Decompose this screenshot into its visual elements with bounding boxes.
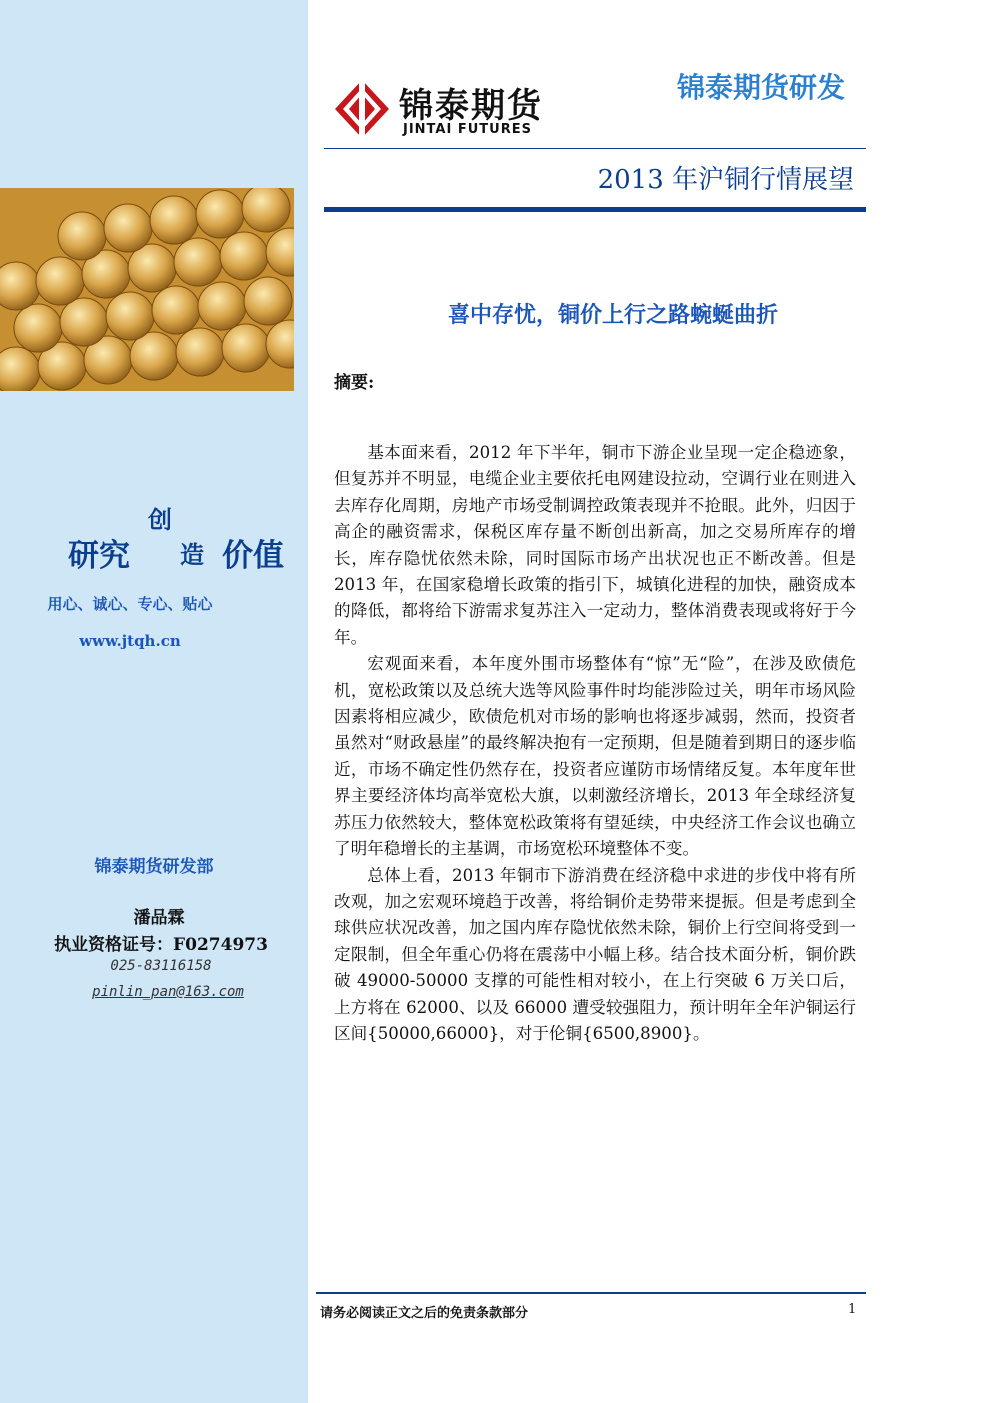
paragraph-fundamentals: 基本面来看，2012 年下半年，铜市下游企业呈现一定企稳迹象，但复苏并不明显，电缆企业主要依托电网建设拉动，空调行业在则进入去库存化周期，房地产市场受制调控政策表现并不抢眼。此外，归因于高企的融资需求，保税区库存量不断创出新高，加之交易所库存的增长，库存隐忧依然未除，同时国际市场产出状况也正不断改善。但是 2013 年，在国家稳增长政策的指引下，城镇化进程的加快，融资成本的降低，都将给下游需求复苏注入一定动力，整体消费表现或将好于今年。: [334, 443, 856, 647]
slogan-create-2: 造: [180, 541, 204, 569]
company-logo: [333, 78, 553, 140]
motto: 用心、诚心、专心、贴心: [47, 595, 213, 613]
footer-divider: [316, 1292, 866, 1294]
logo-english: JINTAI FUTURES: [403, 122, 532, 137]
brand-title: 锦泰期货研发: [676, 71, 845, 104]
author-name: 潘品霖: [133, 908, 185, 928]
footer-disclaimer: 请务必阅读正文之后的免责条款部分: [320, 1306, 529, 1321]
abstract-label: 摘要:: [334, 373, 375, 393]
phone-number: 025-83116158: [110, 958, 212, 974]
page-number: 1: [848, 1302, 857, 1317]
report-subtitle: 喜中存忧，铜价上行之路蜿蜒曲折: [447, 302, 778, 328]
abstract-body: [334, 440, 856, 1047]
website-link[interactable]: www.jtqh.cn: [79, 632, 181, 650]
license-number: 执业资格证号：F0274973: [54, 935, 268, 955]
report-title-bar: [324, 148, 866, 212]
slogan-create-1: 创: [148, 506, 172, 534]
report-title: 2013 年沪铜行情展望: [597, 165, 854, 195]
logo-chinese: 锦泰期货: [399, 86, 543, 126]
email-link[interactable]: pinlin_pan@163.com: [92, 984, 244, 1000]
slogan-value: 价值: [222, 538, 284, 574]
department-name: 锦泰期货研发部: [94, 857, 214, 877]
paragraph-overall: 总体上看，2013 年铜市下游消费在经济稳中求进的步伐中将有所改观，加之宏观环境趋于改善，将给铜价走势带来提振。但是考虑到全球供应状况改善，加之国内库存隐忧依然未除，铜价上行空间将受到一定限制，但全年重心仍将在震荡中小幅上移。结合技术面分析，铜价跌破 49000-50000 支撑的可能性相对较小，在上行突破 6 万关口后，上方将在 62000、以及 66000 遭受较强阻力，预计明年全年沪铜运行区间{50000,66000}，对于伦铜{6500,8900}。: [334, 865, 856, 1043]
copper-rods-image: [0, 188, 294, 391]
paragraph-macro: 宏观面来看，本年度外围市场整体有“惊”无“险”，在涉及欧债危机，宽松政策以及总统大选等风险事件时均能涉险过关，明年市场风险因素将相应减少，欧债危机对市场的影响也将逐步减弱，然而，投资者虽然对“财政悬崖”的最终解决抱有一定预期，但是随着到期日的逐步临近，市场不确定性仍然存在，投资者应谨防市场情绪反复。本年度年世界主要经济体均高举宽松大旗，以刺激经济增长，2013 年全球经济复苏压力依然较大，整体宽松政策将有望延续，中央经济工作会议也确立了明年稳增长的主基调，市场宽松环境整体不变。: [334, 654, 856, 859]
slogan-research: 研究: [68, 538, 130, 574]
logo-diamond-icon: [333, 78, 391, 140]
